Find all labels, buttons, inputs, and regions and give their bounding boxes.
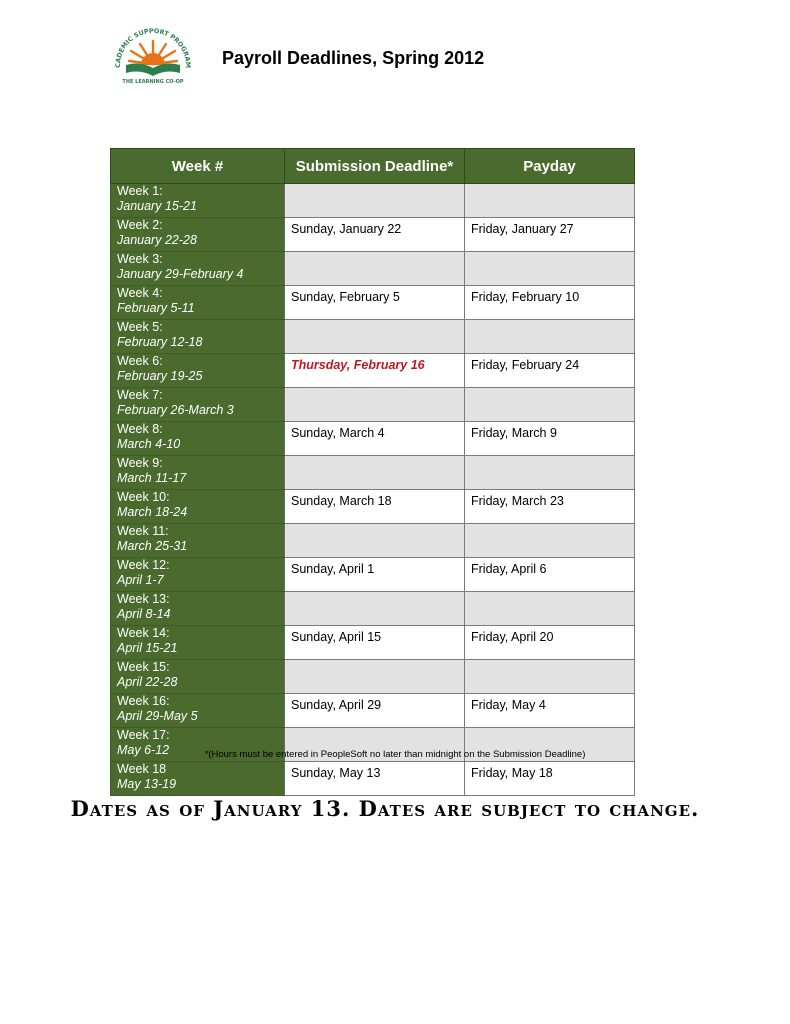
logo (110, 24, 196, 86)
table-row (111, 252, 635, 286)
payday-cell: Friday, February 10 (465, 286, 635, 320)
week-label: Week 15: (117, 660, 170, 674)
submission-deadline-cell: Sunday, April 29 (285, 694, 465, 728)
submission-deadline-cell: Sunday, May 13 (285, 762, 465, 796)
week-label: Week 14: (117, 626, 170, 640)
week-label: Week 1: (117, 184, 163, 198)
table-body (111, 184, 635, 796)
week-range: January 15-21 (117, 199, 197, 213)
table-row (111, 558, 635, 592)
week-cell (111, 626, 285, 660)
week-cell (111, 524, 285, 558)
week-range: January 22-28 (117, 233, 197, 247)
week-range: April 1-7 (117, 573, 164, 587)
week-label: Week 11: (117, 524, 169, 538)
submission-deadline-cell: Thursday, February 16 (285, 354, 465, 388)
week-range: April 29-May 5 (117, 709, 198, 723)
week-range: March 4-10 (117, 437, 181, 451)
week-cell (111, 456, 285, 490)
week-cell (111, 218, 285, 252)
week-range: February 5-11 (117, 301, 195, 315)
table-row (111, 422, 635, 456)
week-label: Week 2: (117, 218, 163, 232)
payday-cell: Friday, May 4 (465, 694, 635, 728)
payday-cell (465, 660, 635, 694)
payday-cell (465, 320, 635, 354)
week-range: March 25-31 (117, 539, 188, 553)
table-row (111, 184, 635, 218)
payday-cell: Friday, May 18 (465, 762, 635, 796)
payday-cell: Friday, April 6 (465, 558, 635, 592)
table-row (111, 660, 635, 694)
table-row (111, 592, 635, 626)
week-range: May 6-12 (117, 743, 170, 757)
table-row (111, 320, 635, 354)
week-label: Week 16: (117, 694, 170, 708)
week-range: May 13-19 (117, 777, 177, 791)
week-cell (111, 660, 285, 694)
week-cell (111, 422, 285, 456)
table-row (111, 218, 635, 252)
week-cell (111, 286, 285, 320)
week-range: February 26-March 3 (117, 403, 234, 417)
payday-cell (465, 592, 635, 626)
payday-cell: Friday, April 20 (465, 626, 635, 660)
week-cell (111, 184, 285, 218)
week-range: April 22-28 (117, 675, 178, 689)
table-row (111, 694, 635, 728)
submission-deadline-cell (285, 524, 465, 558)
week-label: Week 5: (117, 320, 163, 334)
column-header-week: Week # (111, 149, 285, 184)
table-row (111, 524, 635, 558)
submission-deadline-cell (285, 184, 465, 218)
rising-sun-book-logo-icon (110, 24, 196, 86)
payday-cell (465, 184, 635, 218)
week-cell (111, 320, 285, 354)
week-range: April 15-21 (117, 641, 178, 655)
submission-deadline-cell (285, 252, 465, 286)
submission-deadline-cell: Sunday, March 4 (285, 422, 465, 456)
week-range: January 29-February 4 (117, 267, 244, 281)
table-row (111, 490, 635, 524)
week-label: Week 8: (117, 422, 163, 436)
payday-cell: Friday, February 24 (465, 354, 635, 388)
submission-deadline-cell (285, 660, 465, 694)
week-label: Week 4: (117, 286, 163, 300)
week-cell (111, 592, 285, 626)
week-label: Week 10: (117, 490, 170, 504)
payday-cell (465, 524, 635, 558)
submission-deadline-cell: Sunday, April 1 (285, 558, 465, 592)
week-cell (111, 762, 285, 796)
week-label: Week 18 (117, 762, 167, 776)
footnote: *(Hours must be entered in PeopleSoft no later than midnight on the Submission Deadline) (204, 749, 586, 760)
submission-deadline-cell (285, 320, 465, 354)
week-cell (111, 694, 285, 728)
submission-deadline-cell (285, 456, 465, 490)
submission-deadline-cell: Sunday, February 5 (285, 286, 465, 320)
payday-cell (465, 388, 635, 422)
dates-notice: Dates as of January 13. Dates are subject to change. (70, 796, 700, 821)
sun-disc (141, 53, 165, 65)
week-label: Week 3: (117, 252, 163, 266)
table-row (111, 388, 635, 422)
table-header-row (111, 149, 635, 184)
column-header-deadline: Submission Deadline* (285, 149, 465, 184)
submission-deadline-cell (285, 388, 465, 422)
payday-cell (465, 252, 635, 286)
week-cell (111, 252, 285, 286)
submission-deadline-cell: Sunday, April 15 (285, 626, 465, 660)
week-label: Week 6: (117, 354, 163, 368)
table-row (111, 626, 635, 660)
submission-deadline-cell: Sunday, March 18 (285, 490, 465, 524)
column-header-payday: Payday (465, 149, 635, 184)
payday-cell: Friday, March 9 (465, 422, 635, 456)
payday-cell: Friday, January 27 (465, 218, 635, 252)
payroll-table (110, 148, 635, 796)
week-label: Week 9: (117, 456, 163, 470)
week-cell (111, 558, 285, 592)
week-label: Week 12: (117, 558, 170, 572)
week-label: Week 7: (117, 388, 163, 402)
week-cell (111, 388, 285, 422)
week-cell (111, 490, 285, 524)
payday-cell (465, 456, 635, 490)
week-label: Week 13: (117, 592, 170, 606)
table-row (111, 354, 635, 388)
logo-arc-text: CADEMIC SUPPORT PROGRAM (113, 26, 193, 69)
week-range: April 8-14 (117, 607, 171, 621)
submission-deadline-cell (285, 592, 465, 626)
payday-cell: Friday, March 23 (465, 490, 635, 524)
week-range: February 19-25 (117, 369, 203, 383)
week-range: February 12-18 (117, 335, 203, 349)
week-range: March 11-17 (117, 471, 187, 485)
submission-deadline-cell: Sunday, January 22 (285, 218, 465, 252)
week-range: March 18-24 (117, 505, 188, 519)
week-cell (111, 354, 285, 388)
week-label: Week 17: (117, 728, 170, 742)
logo-base-text: THE LEARNING CO-OP (122, 79, 184, 85)
table-row (111, 456, 635, 490)
table-row (111, 286, 635, 320)
page-title: Payroll Deadlines, Spring 2012 (222, 48, 485, 68)
table-row (111, 762, 635, 796)
open-book (126, 64, 180, 76)
